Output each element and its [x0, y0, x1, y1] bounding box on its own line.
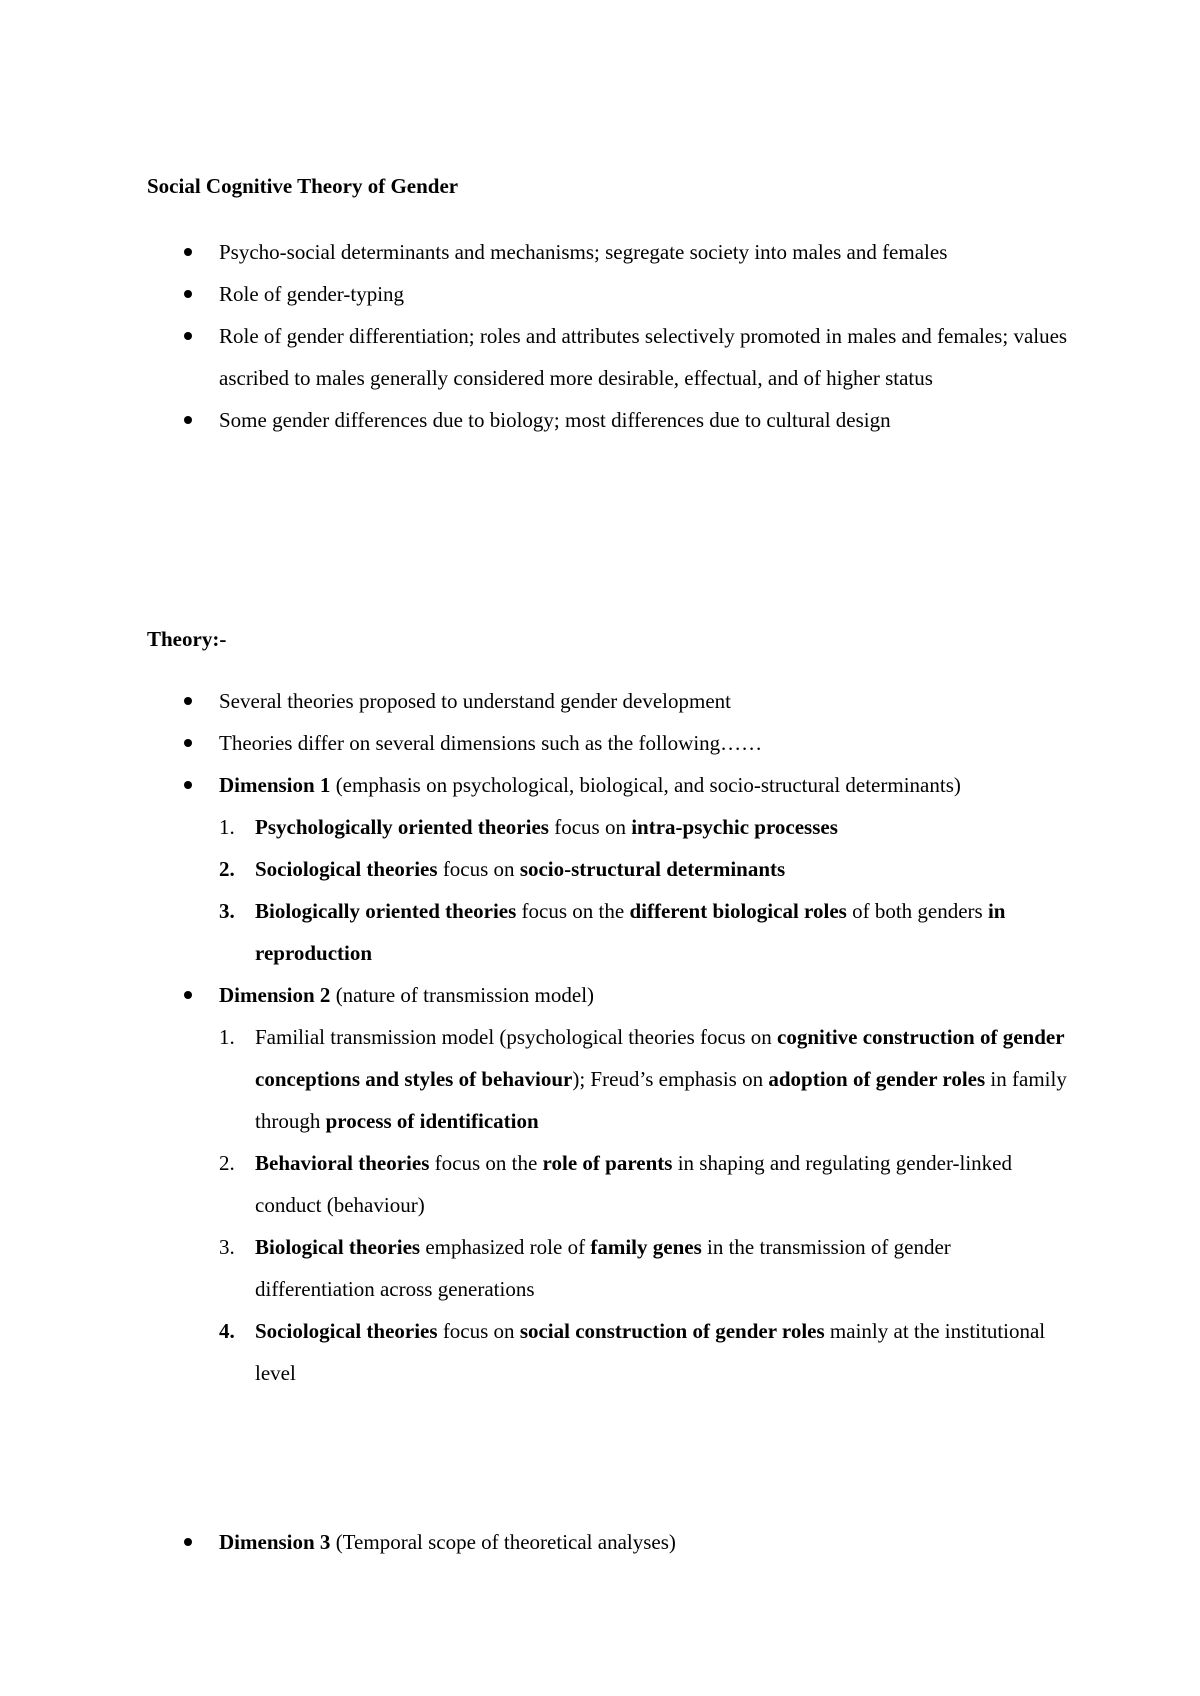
bullet-list-dimension-3 — [0, 1521, 1200, 1563]
bullet-icon — [184, 697, 192, 705]
bullet-list-gender-theory — [0, 231, 1200, 441]
numbered-item: 3. Biological theories emphasized role of family genes in the transmission of gender differentiation across generations — [219, 1235, 951, 1301]
list-item-dimension-2: Dimension 2 (nature of transmission model) 1. Familial transmission model (psychological theories focus on cognitive construction of gender conceptions and styles of behaviour); Freud’s emphasis on adoption of gender roles in family through process of identification 2. Behavioral theories focus on the role of parents in shaping and regulating gender-linked conduct (behaviour) 3. Biological theories emphasized role of family genes in the transmission of gender differentiation across generations 4. Sociological theories focus on social construction of gender roles mainly at the institutional level — [0, 974, 1069, 1394]
numbered-item: 1. Familial transmission model (psychological theories focus on cognitive construction of gender conceptions and styles of behaviour); Freud’s emphasis on adoption of gender roles in family through process of identification — [219, 1025, 1067, 1133]
bullet-icon — [184, 781, 192, 789]
list-item-dimension-3: Dimension 3 (Temporal scope of theoretical analyses) — [0, 1521, 1069, 1563]
list-item-dimension-1: Dimension 1 (emphasis on psychological, biological, and socio-structural determinants) 1. Psychologically oriented theories focus on intra-psychic processes 2. Sociological theories focus on socio-structural determinants 3. Biologically oriented theories focus on the different biological roles of both genders in reproduction — [0, 764, 1069, 974]
bullet-icon — [184, 290, 192, 298]
numbered-item: 2. Behavioral theories focus on the role of parents in shaping and regulating gender-linked conduct (behaviour) — [219, 1151, 1013, 1217]
list-item: Psycho-social determinants and mechanisms; segregate society into males and females — [0, 231, 1069, 273]
bullet-icon — [184, 739, 192, 747]
numbered-list-dimension-1 — [219, 806, 1069, 974]
numbered-item: 3. Biologically oriented theories focus on the different biological roles of both genders in reproduction — [219, 899, 1006, 965]
bullet-list-theory — [0, 680, 1200, 1394]
bullet-icon — [184, 332, 192, 340]
numbered-item: 2. Sociological theories focus on socio-structural determinants — [219, 857, 786, 881]
section-heading-theory: Theory:- — [147, 627, 227, 651]
numbered-item: 4. Sociological theories focus on social construction of gender roles mainly at the institutional level — [219, 1319, 1046, 1385]
list-item: Some gender differences due to biology; most differences due to cultural design — [0, 399, 1069, 441]
section-heading-social-cognitive-theory: Social Cognitive Theory of Gender — [147, 174, 459, 198]
list-item: Role of gender differentiation; roles and attributes selectively promoted in males and females; values ascribed to males generally considered more desirable, effectual, and of higher status — [0, 315, 1069, 399]
bullet-icon — [184, 248, 192, 256]
bullet-icon — [184, 416, 192, 424]
numbered-item: 1. Psychologically oriented theories focus on intra-psychic processes — [219, 815, 838, 839]
bullet-icon — [184, 991, 192, 999]
numbered-list-dimension-2 — [219, 1016, 1069, 1394]
list-item: Several theories proposed to understand gender development — [0, 680, 1069, 722]
list-item: Role of gender-typing — [0, 273, 1069, 315]
list-item: Theories differ on several dimensions such as the following…… — [0, 722, 1069, 764]
bullet-icon — [184, 1538, 192, 1546]
